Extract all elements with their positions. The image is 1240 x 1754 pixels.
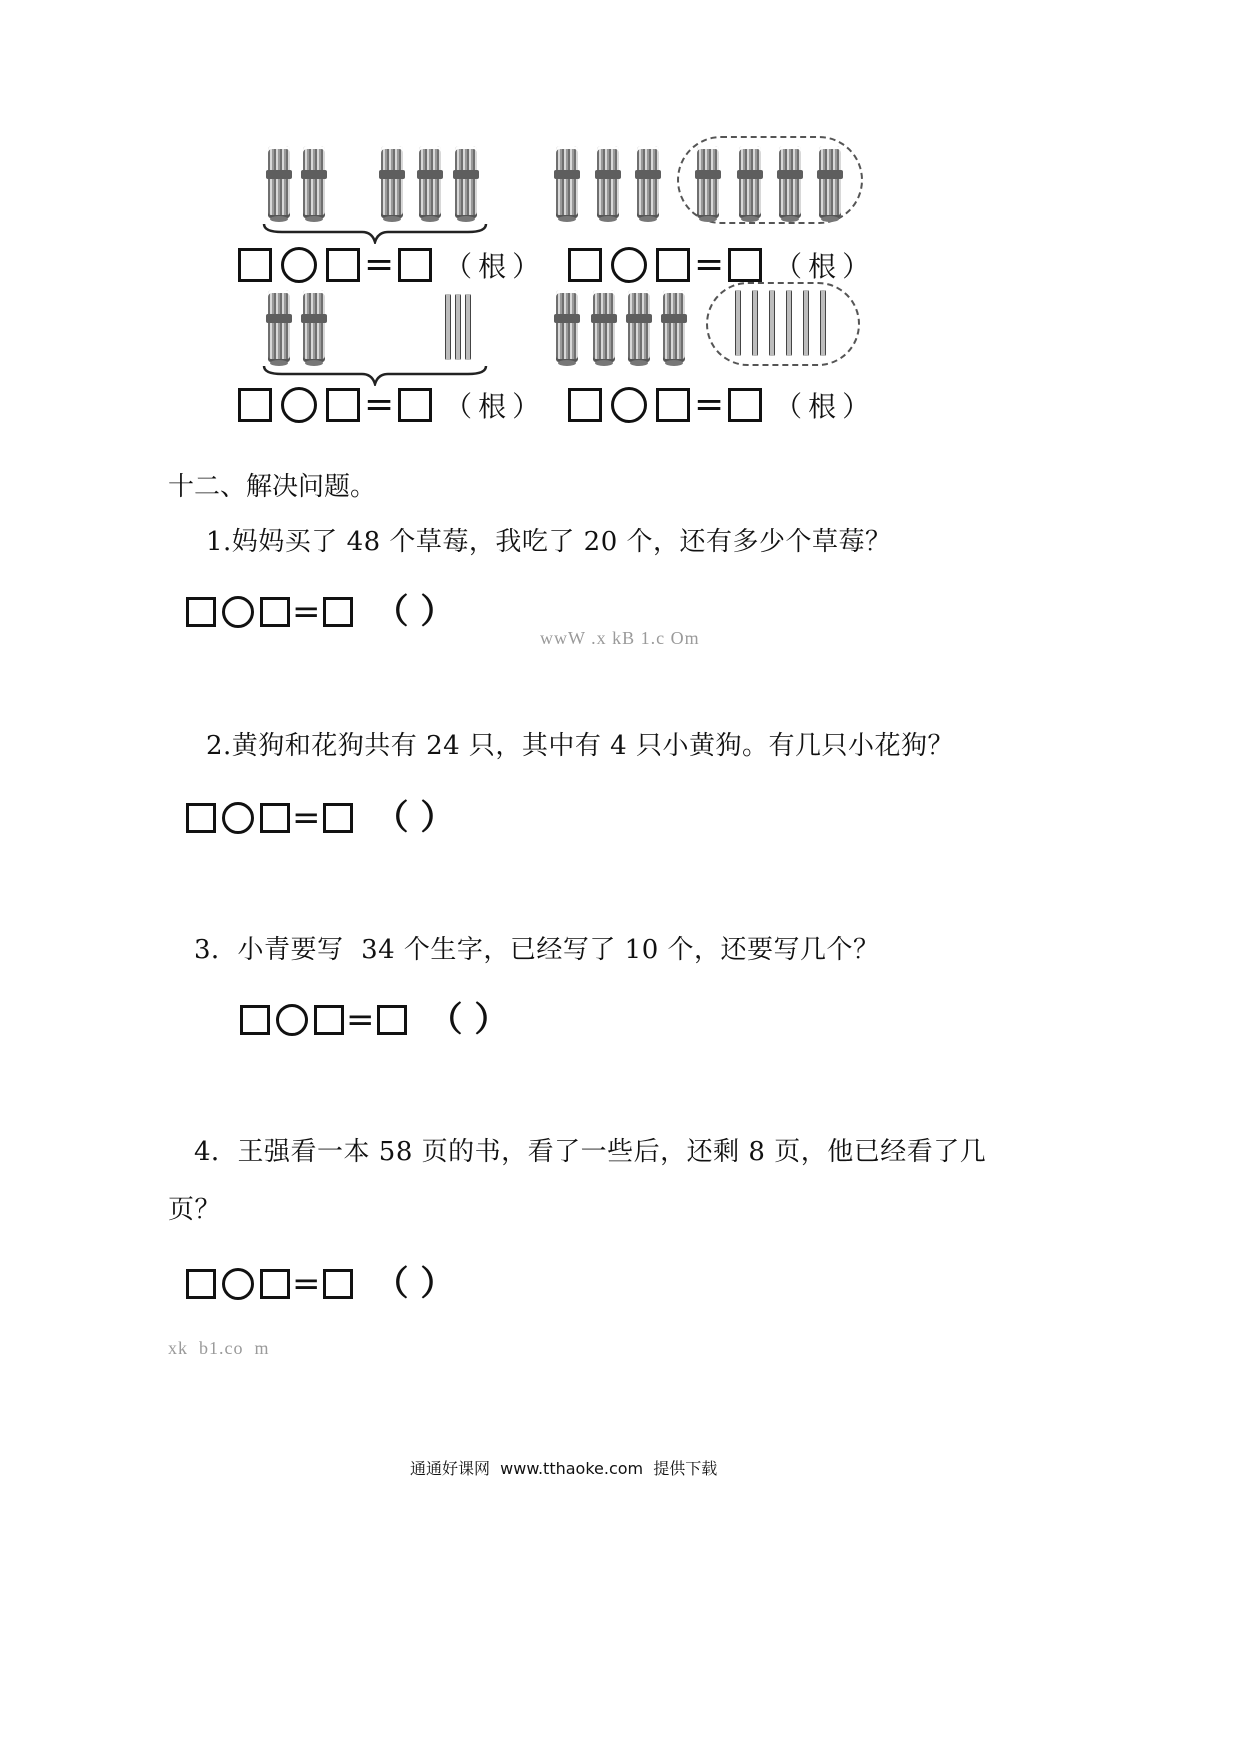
stick-bundle	[268, 290, 290, 362]
brace	[262, 222, 488, 244]
operator-circle[interactable]	[276, 1004, 308, 1036]
answer-box[interactable]	[377, 1005, 407, 1035]
equation-row	[568, 384, 876, 426]
equals-sign: =	[694, 384, 725, 425]
answer-box[interactable]	[323, 1269, 353, 1299]
answer-box[interactable]	[398, 388, 432, 422]
stick-bundle	[597, 146, 619, 218]
single-stick	[455, 294, 461, 360]
operator-circle[interactable]	[611, 247, 647, 283]
answer-box[interactable]	[323, 803, 353, 833]
watermark: wwW .x kB 1.c Om	[540, 628, 700, 648]
answer-row-3	[240, 998, 508, 1042]
counting-sticks-figure	[0, 0, 1240, 500]
stick-bundle	[697, 146, 719, 218]
unit-label: （根）	[774, 390, 877, 423]
operator-circle[interactable]	[222, 1268, 254, 1300]
section-title: 十二、解决问题。	[168, 472, 377, 502]
question-4-line-1: 4．王强看一本 58 页的书，看了一些后，还剩 8 页，他已经看了几	[194, 1137, 987, 1167]
stick-bundle	[637, 146, 659, 218]
unit-label: （根）	[444, 390, 547, 423]
single-stick	[803, 290, 809, 356]
answer-box[interactable]	[186, 597, 216, 627]
stick-bundle	[268, 146, 290, 218]
answer-box[interactable]	[240, 1005, 270, 1035]
footer: 通通好课网 www.tthaoke.com 提供下载	[410, 1459, 718, 1478]
stick-bundle	[779, 146, 801, 218]
equation-row	[238, 244, 546, 286]
answer-box[interactable]	[568, 388, 602, 422]
stick-bundle	[593, 290, 615, 362]
question-1: 1.妈妈买了 48 个草莓，我吃了 20 个，还有多少个草莓？	[206, 527, 892, 557]
stick-bundle	[556, 290, 578, 362]
operator-circle[interactable]	[611, 387, 647, 423]
equals-sign: =	[346, 1000, 375, 1040]
answer-box[interactable]	[326, 388, 360, 422]
answer-box[interactable]	[323, 597, 353, 627]
stick-bundle	[381, 146, 403, 218]
single-stick	[786, 290, 792, 356]
answer-box[interactable]	[260, 1269, 290, 1299]
answer-box[interactable]	[260, 597, 290, 627]
unit-blank[interactable]: （ ）	[374, 592, 455, 632]
stick-bundle	[819, 146, 841, 218]
answer-row-1	[186, 590, 454, 634]
answer-box[interactable]	[238, 388, 272, 422]
single-stick	[769, 290, 775, 356]
stick-bundle	[455, 146, 477, 218]
stick-bundle	[556, 146, 578, 218]
operator-circle[interactable]	[281, 247, 317, 283]
stick-bundle	[628, 290, 650, 362]
unit-label: （根）	[774, 250, 877, 283]
operator-circle[interactable]	[222, 802, 254, 834]
equals-sign: =	[364, 384, 395, 425]
stick-bundle	[663, 290, 685, 362]
single-stick	[465, 294, 471, 360]
answer-box[interactable]	[186, 1269, 216, 1299]
answer-row-2	[186, 796, 454, 840]
answer-box[interactable]	[728, 388, 762, 422]
answer-row-4	[186, 1262, 454, 1306]
brace	[262, 364, 488, 386]
equals-sign: =	[292, 798, 321, 838]
unit-blank[interactable]: （ ）	[428, 1000, 509, 1040]
single-stick	[752, 290, 758, 356]
stick-bundle	[419, 146, 441, 218]
equals-sign: =	[364, 244, 395, 285]
unit-blank[interactable]: （ ）	[374, 798, 455, 838]
answer-box[interactable]	[326, 248, 360, 282]
equation-row	[568, 244, 876, 286]
question-2: 2.黄狗和花狗共有 24 只，其中有 4 只小黄狗。有几只小花狗？	[206, 731, 954, 761]
watermark: xk b1.co m	[168, 1338, 270, 1358]
single-stick	[445, 294, 451, 360]
answer-box[interactable]	[260, 803, 290, 833]
stick-bundle	[739, 146, 761, 218]
answer-box[interactable]	[186, 803, 216, 833]
answer-box[interactable]	[238, 248, 272, 282]
stick-bundle	[303, 146, 325, 218]
equals-sign: =	[292, 1264, 321, 1304]
unit-label: （根）	[444, 250, 547, 283]
single-stick	[735, 290, 741, 356]
equals-sign: =	[694, 244, 725, 285]
equation-row	[238, 384, 546, 426]
dashed-oval	[706, 282, 860, 366]
single-stick	[820, 290, 826, 356]
answer-box[interactable]	[568, 248, 602, 282]
answer-box[interactable]	[728, 248, 762, 282]
unit-blank[interactable]: （ ）	[374, 1264, 455, 1304]
question-3: 3．小青要写 34 个生字，已经写了 10 个，还要写几个？	[194, 935, 880, 965]
operator-circle[interactable]	[222, 596, 254, 628]
answer-box[interactable]	[398, 248, 432, 282]
equals-sign: =	[292, 592, 321, 632]
answer-box[interactable]	[314, 1005, 344, 1035]
operator-circle[interactable]	[281, 387, 317, 423]
answer-box[interactable]	[656, 248, 690, 282]
question-4-line-2: 页？	[168, 1195, 222, 1225]
stick-bundle	[303, 290, 325, 362]
answer-box[interactable]	[656, 388, 690, 422]
